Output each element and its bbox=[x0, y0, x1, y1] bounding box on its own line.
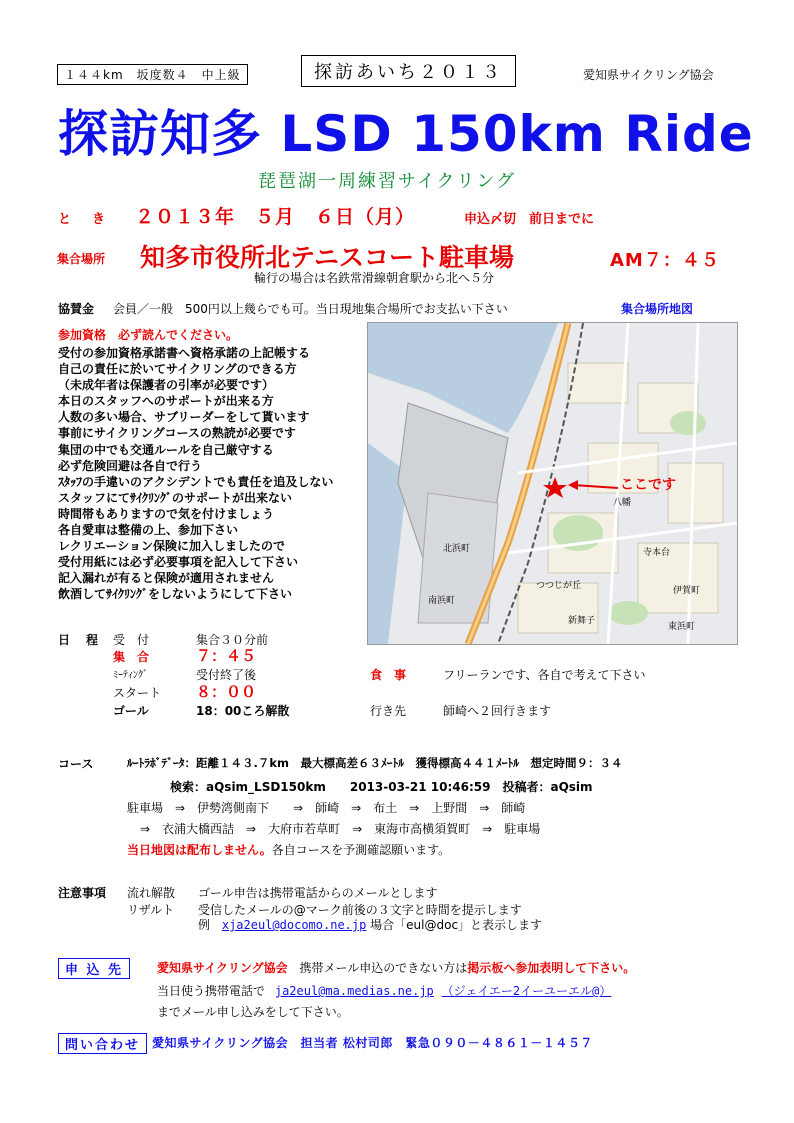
subtitle: 琵琶湖一周練習サイクリング bbox=[258, 171, 517, 192]
condition-item: スタッフにてｻｲｸﾘﾝｸﾞのサポートが出来ない bbox=[58, 490, 293, 505]
apply-line2-prefix: 当日使う携帯電話で bbox=[157, 984, 266, 998]
organizer: 愛知県サイクリング協会 bbox=[583, 68, 714, 82]
condition-item: 時間帯もありますので気を付けましょう bbox=[58, 506, 275, 521]
meeting-place: 知多市役所北テニスコート駐車場 bbox=[140, 243, 515, 272]
apply-line3: までメール申し込みをして下さい。 bbox=[157, 1005, 349, 1019]
contact-label: 問い合わせ bbox=[58, 1033, 147, 1054]
condition-item: 人数の多い場合、サブリーダーをして貰います bbox=[58, 410, 310, 425]
apply-label: 申 込 先 bbox=[58, 958, 130, 979]
condition-item: 各自愛車は整備の上、参加下さい bbox=[58, 523, 239, 538]
fee-text: 会員／一般 500円以上幾らでも可。当日現地集合場所でお支払い下さい bbox=[113, 302, 508, 316]
sched-reception-name: 受 付 bbox=[113, 633, 150, 647]
condition-item: 自己の責任に於いてサイクリングのできる方 bbox=[58, 362, 297, 377]
course-search: 検索：aQsim_LSD150km 2013-03-21 10:46:59 投稿者：aQsim bbox=[170, 780, 593, 794]
destination-label: 行き先 bbox=[370, 704, 407, 718]
notes-label: 注意事項 bbox=[58, 886, 107, 900]
date-value: ２０１３年 ５月 ６日（月） bbox=[135, 206, 416, 228]
map-label-teramotodai: 寺本台 bbox=[643, 548, 671, 558]
rail-note: 輪行の場合は名鉄常滑線朝倉駅から北へ５分 bbox=[254, 271, 495, 285]
conditions-label: 参加資格 必ず読んでください。 bbox=[58, 328, 239, 342]
sched-meeting-name: ﾐｰﾃｨﾝｸﾞ bbox=[113, 670, 148, 681]
apply-org: 愛知県サイクリング協会 bbox=[157, 961, 288, 975]
contact-text: 愛知県サイクリング協会 担当者 松村司郎 緊急０９０－４８６１－１４５７ bbox=[152, 1036, 593, 1050]
apply-email[interactable]: ja2eul@ma.medias.ne.jp bbox=[274, 984, 434, 998]
condition-item: 本日のスタッフへのサポートが出来る方 bbox=[58, 394, 274, 409]
meal-text: フリーランです、各自で考えて下さい bbox=[443, 668, 646, 682]
course-stats: ﾙｰﾄﾗﾎﾞﾃﾞｰﾀ：距離１４３.７km 最大標高差６３ﾒｰﾄﾙ 獲得標高４４１ﾒｰﾄﾙ 想定時間９：３４ bbox=[127, 756, 623, 770]
sched-goal-name: ゴール bbox=[113, 704, 149, 718]
notes-key-2: リザルト bbox=[127, 903, 175, 917]
notes-example-email[interactable]: xja2eul@docomo.ne.jp bbox=[221, 918, 367, 932]
condition-item: 必ず危険回避は各自で行う bbox=[58, 458, 203, 473]
grade-box: １４４km 坂度数４ 中上級 bbox=[57, 64, 248, 85]
destination-text: 師崎へ２回行きます bbox=[443, 704, 552, 718]
apply-text: 携帯メール申込のできない方は bbox=[299, 961, 468, 975]
meal-label: 食 事 bbox=[370, 668, 407, 682]
map-label-tsutsujigaoka: つつじが丘 bbox=[536, 581, 582, 591]
map-label-minamihama: 南浜町 bbox=[428, 596, 456, 606]
sched-reception-value: 集合３０分前 bbox=[196, 633, 269, 647]
course-note-red: 当日地図は配布しません。 bbox=[127, 843, 272, 857]
meeting-map[interactable] bbox=[367, 322, 738, 645]
condition-item: ｽﾀｯﾌの手違いのアクシデントでも責任を追及しない bbox=[58, 474, 334, 489]
map-label-yawata: 八幡 bbox=[613, 498, 632, 508]
condition-item: 受付用紙には必ず必要事項を記入して下さい bbox=[58, 555, 299, 570]
map-label-higashihama: 東浜町 bbox=[668, 622, 696, 632]
conditions-list bbox=[58, 345, 333, 603]
notes-line-1: ゴール申告は携帯電話からのメールとします bbox=[198, 886, 438, 900]
condition-item: （未成年者は保護者の引率が必要です） bbox=[58, 378, 275, 393]
condition-item: 集団の中でも交通ルールを自己厳守する bbox=[58, 442, 274, 457]
sched-gather-name: 集 合 bbox=[113, 650, 150, 664]
notes-example-text: 場合「eul@doc」と表示します bbox=[370, 918, 543, 932]
main-title: 探訪知多 LSD 150km Ride bbox=[58, 105, 754, 163]
condition-item: 事前にサイクリングコースの熟読が必要です bbox=[58, 426, 296, 441]
meeting-time: AM７：４５ bbox=[610, 250, 720, 271]
series-title: 探訪あいち２０１３ bbox=[301, 55, 516, 87]
map-label-kitahama: 北浜町 bbox=[443, 544, 471, 554]
fee-label: 協賛金 bbox=[58, 302, 95, 316]
map-label-shinmaiko: 新舞子 bbox=[568, 616, 596, 626]
sched-goal-value: 18：00ころ解散 bbox=[196, 704, 290, 718]
schedule-label: 日 程 bbox=[58, 633, 101, 647]
course-route-1: 駐車場 ⇒ 伊勢湾側南下 ⇒ 師崎 ⇒ 布土 ⇒ 上野間 ⇒ 師崎 bbox=[127, 801, 526, 815]
date-label: と き bbox=[58, 212, 110, 227]
deadline: 申込〆切 前日までに bbox=[464, 212, 595, 227]
condition-item: レクリエーション保険に加入しましたので bbox=[58, 539, 286, 554]
notes-line-2: 受信したメールの@マーク前後の３文字と時間を提示します bbox=[198, 903, 522, 917]
meeting-label: 集合場所 bbox=[57, 252, 106, 266]
condition-item: 記入漏れが有ると保険が適用されません bbox=[58, 571, 275, 586]
course-route-2: ⇒ 衣浦大橋西詰 ⇒ 大府市若草町 ⇒ 東海市高横須賀町 ⇒ 駐車場 bbox=[140, 822, 541, 836]
sched-start-name: スタート bbox=[113, 686, 162, 700]
here-label: ここです bbox=[620, 477, 676, 493]
apply-email-reading: （ジェイエー2イーユーエル@） bbox=[441, 984, 612, 998]
course-label: コース bbox=[58, 757, 94, 771]
notes-key-1: 流れ解散 bbox=[127, 886, 176, 900]
course-note: 各自コースを予測確認願います。 bbox=[271, 843, 451, 857]
apply-text-red: 掲示板へ参加表明して下さい。 bbox=[467, 961, 636, 975]
sched-meeting-value: 受付終了後 bbox=[196, 668, 257, 682]
notes-example-prefix: 例 bbox=[198, 918, 211, 932]
map-label-igacho: 伊賀町 bbox=[673, 586, 701, 596]
sched-gather-value: ７：４５ bbox=[196, 647, 257, 665]
map-link[interactable]: 集合場所地図 bbox=[621, 302, 694, 316]
condition-item: 受付の参加資格承諾書へ資格承諾の上記帳する bbox=[58, 346, 311, 360]
sched-start-value: ８：００ bbox=[196, 683, 257, 701]
condition-item: 飲酒してｻｲｸﾘﾝｸﾞをしないようにして下さい bbox=[58, 587, 293, 602]
